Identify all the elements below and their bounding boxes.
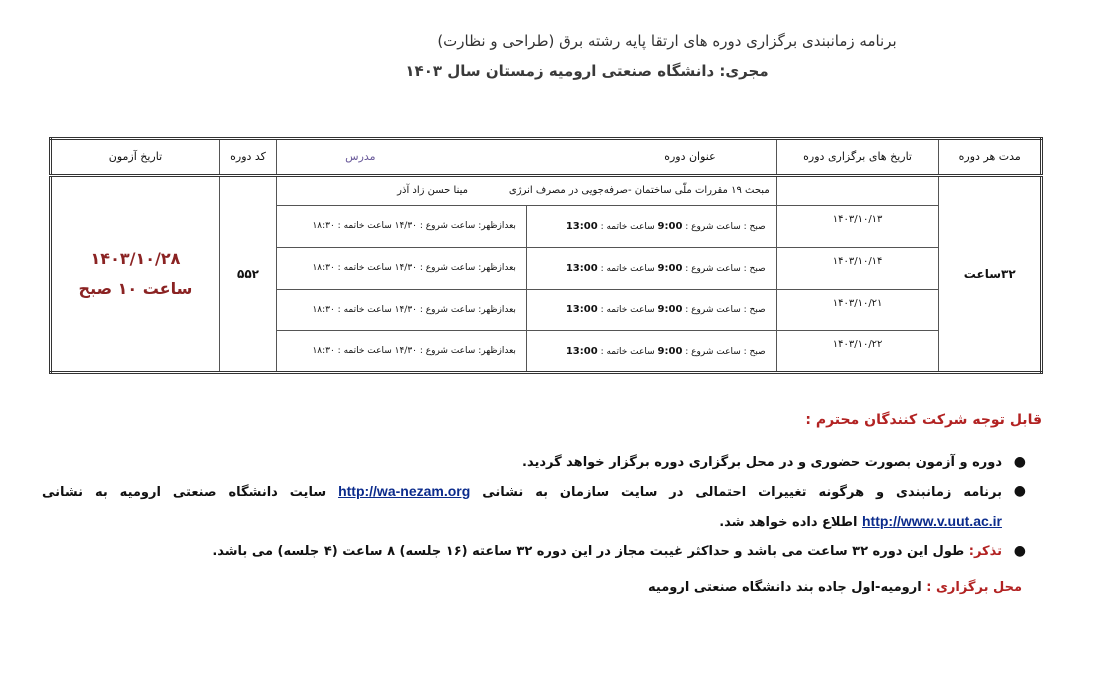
note-item	[42, 537, 1030, 566]
exam-date: ۱۴۰۳/۱۰/۲۸	[90, 248, 181, 268]
col-dates: تاریخ های برگزاری دوره	[776, 139, 939, 176]
bullet-icon: ●	[1013, 543, 1026, 559]
afternoon-slot: بعدازظهر: ساعت شروع : ۱۴/۳۰ ساعت خاتمه : ۱۸:۳۰	[277, 289, 527, 331]
notes-section	[42, 412, 1042, 595]
notes-list	[42, 448, 1030, 566]
location-label: محل برگزاری :	[926, 580, 1022, 595]
am-end-time: 13:00	[565, 262, 598, 274]
course-code: ۵۵۲	[219, 175, 276, 372]
col-title-label: عنوان دوره	[664, 150, 716, 164]
am-start-time: 9:00	[657, 262, 683, 274]
morning-slot	[526, 247, 776, 289]
am-end-label: ساعت خاتمه :	[600, 346, 655, 357]
afternoon-slot: بعدازظهر: ساعت شروع : ۱۴/۳۰ ساعت خاتمه : ۱۸:۳۰	[277, 331, 527, 373]
note-item	[42, 448, 1030, 477]
nezam-link[interactable]: http://wa-nezam.org	[338, 483, 471, 499]
location-text: ارومیه-اول جاده بند دانشگاه صنعتی ارومیه	[648, 580, 922, 595]
note-text: دوره و آزمون بصورت حضوری و در محل برگزاری دوره برگزار خواهد گردید.	[522, 455, 1002, 470]
duration-cell: ۳۲ساعت	[939, 175, 1042, 372]
session-date: ۱۴۰۳/۱۰/۱۳	[776, 206, 939, 248]
morning-slot	[526, 331, 776, 373]
afternoon-slot: بعدازظهر: ساعت شروع : ۱۴/۳۰ ساعت خاتمه : ۱۸:۳۰	[277, 206, 527, 248]
course-row	[51, 175, 1042, 206]
bullet-icon: ●	[1013, 454, 1026, 470]
note-text: سایت دانشگاه صنعتی ارومیه به نشانی	[42, 485, 327, 500]
col-title	[277, 139, 777, 176]
note-item	[42, 477, 1030, 537]
am-start-time: 9:00	[657, 220, 683, 232]
bullet-icon: ●	[1013, 483, 1026, 499]
session-date: ۱۴۰۳/۱۰/۲۱	[776, 289, 939, 331]
am-end-label: ساعت خاتمه :	[600, 263, 655, 274]
uut-link[interactable]: http://www.v.uut.ac.ir	[862, 513, 1002, 529]
am-end-time: 13:00	[565, 345, 598, 357]
am-start-time: 9:00	[657, 345, 683, 357]
notice-title: قابل توجه شرکت کنندگان محترم :	[805, 412, 1042, 428]
col-teacher-label: مدرس	[345, 150, 376, 164]
course-title: مبحث ۱۹ مقررات ملّی ساختمان -صرفه‌جویی در مصرف انرژی	[508, 185, 770, 197]
table-header-row	[51, 139, 1042, 176]
course-cell	[277, 175, 777, 206]
am-start-label: صبح : ساعت شروع :	[685, 346, 766, 357]
note-text: برنامه زمانبندی و هرگونه تغییرات احتمالی در سایت سازمان به نشانی	[482, 485, 1002, 500]
afternoon-slot: بعدازظهر: ساعت شروع : ۱۴/۳۰ ساعت خاتمه : ۱۸:۳۰	[277, 247, 527, 289]
morning-slot	[526, 289, 776, 331]
am-end-time: 13:00	[565, 304, 598, 316]
col-code: کد دوره	[219, 139, 276, 176]
page-title: برنامه زمانبندی برگزاری دوره های ارتقا پایه رشته برق (طراحی و نظارت)	[437, 32, 897, 50]
am-end-label: ساعت خاتمه :	[600, 305, 655, 316]
am-start-label: صبح : ساعت شروع :	[685, 221, 766, 232]
reminder-label: تذکر:	[968, 544, 1002, 559]
am-end-time: 13:00	[565, 220, 598, 232]
col-duration: مدت هر دوره	[939, 139, 1042, 176]
page-subtitle: مجری: دانشگاه صنعتی ارومیه زمستان سال ۱۴۰۳	[405, 62, 769, 80]
am-start-time: 9:00	[657, 304, 683, 316]
exam-time: ساعت ۱۰ صبح	[78, 278, 193, 298]
location	[42, 580, 1022, 595]
date-cell-empty	[776, 175, 939, 206]
am-start-label: صبح : ساعت شروع :	[685, 263, 766, 274]
schedule-table	[49, 137, 1043, 374]
session-date: ۱۴۰۳/۱۰/۱۴	[776, 247, 939, 289]
morning-slot	[526, 206, 776, 248]
exam-cell	[51, 175, 220, 372]
session-date: ۱۴۰۳/۱۰/۲۲	[776, 331, 939, 373]
note-text: اطلاع داده خواهد شد.	[719, 515, 858, 530]
am-end-label: ساعت خاتمه :	[600, 221, 655, 232]
note-text: طول این دوره ۳۲ ساعت می باشد و حداکثر غیبت مجاز در این دوره ۳۲ ساعته (۱۶ جلسه) ۸ ساعت (۴ جلسه) می باشد.	[212, 544, 965, 559]
am-start-label: صبح : ساعت شروع :	[685, 305, 766, 316]
teacher-name: مینا حسن زاد آذر	[397, 185, 468, 197]
col-exam: تاریخ آزمون	[51, 139, 220, 176]
